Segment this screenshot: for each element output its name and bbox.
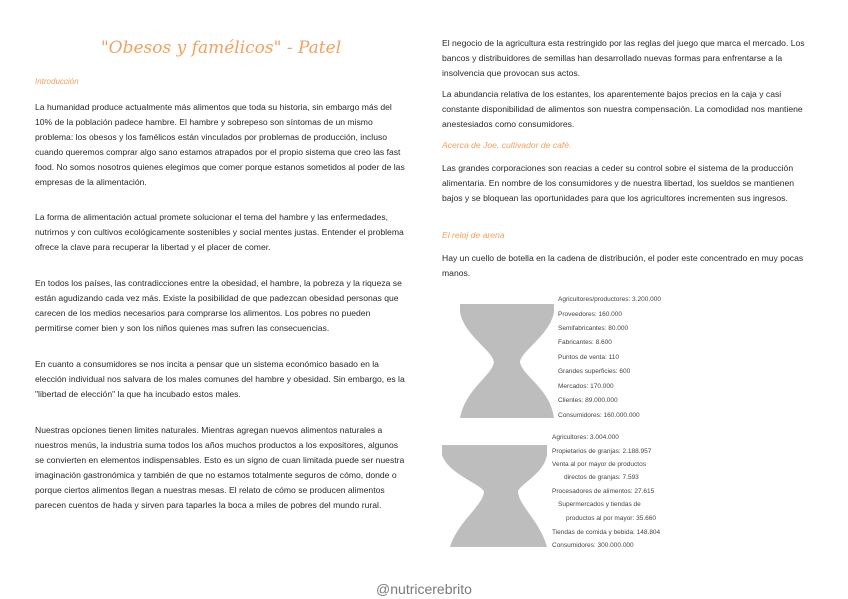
hourglass-shape-1 — [460, 304, 554, 418]
hg2-label-4: directos de granjas: 7.593 — [564, 474, 639, 481]
right-paragraph-1: El negocio de la agricultura esta restringido por las reglas del juego que marca el mercado. Los bancos y distribuidores de semillas han desarrollado nuevas formas para enfrentarse a la insolvencia que provocan sus actos. — [442, 38, 805, 78]
right-paragraph-4: Hay un cuello de botella en la cadena de distribución, el poder este concentrado en muy pocas manos. — [442, 253, 804, 278]
hg2-label-3: Venta al por mayor de productos — [552, 461, 646, 468]
hg2-label-7: productos al por mayor: 35.660 — [566, 515, 656, 522]
hg2-label-5: Procesadores de alimentos: 27.615 — [552, 488, 655, 495]
hg2-label-8: Tiendas de comida y bebida: 148.804 — [552, 529, 661, 536]
right-paragraph-2: La abundancia relativa de los estantes, los aparentemente bajos precios en la caja y casi constante disponibilidad de alimentos son nuestra compensación. La comodidad nos mantiene anestesiados como consumidores. — [442, 89, 803, 129]
hg1-label-7: Mercados: 170.000 — [558, 383, 614, 390]
hg2-label-6: Supermercados y tiendas de — [558, 501, 641, 508]
subhead-reloj: El reloj de arena — [442, 230, 505, 240]
hg1-label-5: Puntos de venta: 110 — [558, 354, 619, 361]
right-paragraph-3: Las grandes corporaciones son reacias a ceder su control sobre el sistema de la producción alimentaria. En nombre de los consumidores y de nuestra libertad, los sueldos se mantienen bajos y se bloquean las oportunidades para que los agricultores incrementen sus ingresos. — [442, 163, 795, 203]
hg1-label-9: Consumidores: 160.000.000 — [558, 412, 640, 419]
hg2-label-2: Propietarios de granjas: 2.188.957 — [552, 448, 652, 455]
left-paragraph-5: Nuestras opciones tienen limites naturales. Mientras agregan nuevos alimentos naturales a nuestros menús, la industria suma todos los años muchos productos a los expositores, algunos se convierten en elementos indispensables. Esto es un signo de cuan limitada puede ser nuestra imaginación gastronómica y también de que no estamos totalmente seguros de cómo, donde o porque ciertos alimentos llegan a nuestras mesas. El relato de cómo se producen alimentos parecen cuentos de hada y sirven para taparles la boca a miles de pobres del mundo rural. — [35, 425, 405, 510]
hg1-label-2: Proveedores: 160.000 — [558, 311, 622, 318]
hg1-label-8: Clientes: 89.000.000 — [558, 397, 618, 404]
footer-handle: @nutricerebrito — [376, 581, 472, 597]
section-label-intro: Introducción — [35, 77, 79, 86]
left-paragraph-1: La humanidad produce actualmente más alimentos que toda su historia, sin embargo más del 10% de la población padece hambre. El hambre y sobrepeso son síntomas de un mismo problema: los obesos y los famélicos están vinculados por problemas de producción, incluso cuando queremos comprar algo sano estamos atrapados por el propio sistema que creo las fast food. No somos nosotros quienes elegimos que comer porque estanos sometidos al poder de las empresas de la alimentación. — [35, 102, 405, 187]
hg1-label-4: Fabricantes: 8.600 — [558, 339, 612, 346]
left-paragraph-2: La forma de alimentación actual promete solucionar el tema del hambre y las enfermedades, nutrirnos y con cultivos ecológicamente sostenibles y social mentes justas. Entender el problema ofrece la clave para recuperar la libertad y el placer de comer. — [35, 212, 404, 252]
hourglass-figure-1 — [442, 290, 682, 420]
left-paragraph-4: En cuanto a consumidores se nos incita a pensar que un sistema económico basado en la elección individual nos salvara de los males comunes del hambre y obesidad. Sin embargo, es la "libertad de elección" la que ha incubado estos males. — [35, 359, 405, 399]
hg1-label-3: Semifabricantes: 80.000 — [558, 325, 629, 332]
subhead-joe: Acerca de Joe, cultivador de café. — [442, 140, 572, 150]
hg2-label-1: Agricultores: 3.004.000 — [552, 434, 619, 441]
hg1-label-6: Grandes superficies: 600 — [558, 368, 631, 375]
left-paragraph-3: En todos los países, las contradicciones entre la obesidad, el hambre, la pobreza y la riqueza se están agudizando cada vez más. Existe la posibilidad de que padezcan obesidad personas que carecen de los medios necesarios para comprarse los alimentos. Los pobres no pueden permitirse comer bien y son los niños quienes mas sufren las consecuencias. — [35, 278, 402, 333]
page-title: "Obesos y famélicos" - Patel — [100, 38, 342, 58]
hg2-label-9: Consumidores: 300.000.000 — [552, 542, 634, 549]
hourglass-figure-2 — [442, 425, 682, 555]
hourglass-shape-2 — [442, 445, 547, 547]
hg1-label-1: Agricultores/productores: 3.200.000 — [558, 296, 661, 303]
